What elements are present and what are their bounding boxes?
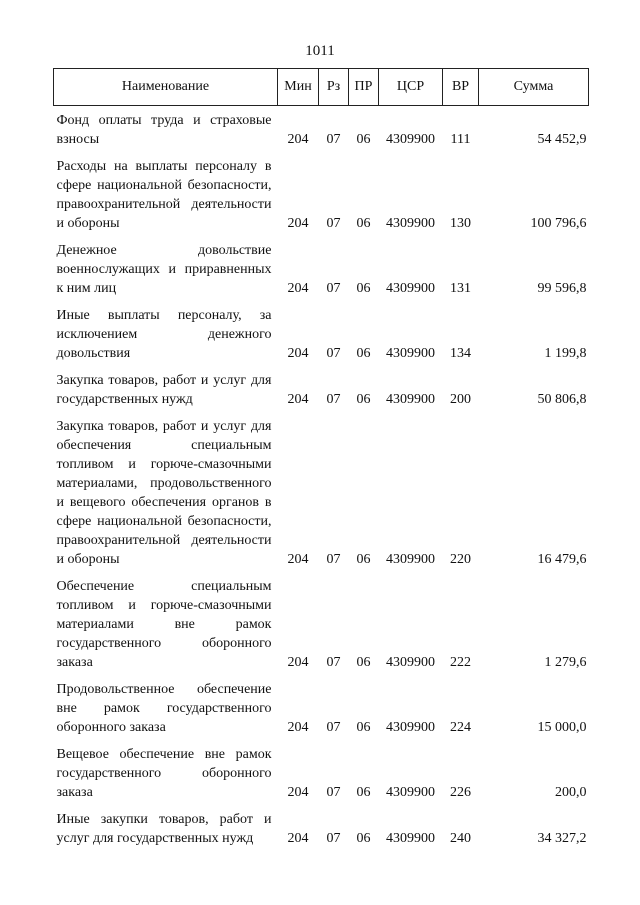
row-name: Расходы на выплаты персоналу в сфере национальной безопасности, правоохранительной деятельности и обороны <box>56 159 272 231</box>
row-vr: 240 <box>450 831 471 846</box>
row-min: 204 <box>287 216 309 231</box>
row-sum: 54 452,9 <box>537 132 587 147</box>
table-row <box>54 106 589 153</box>
row-min: 204 <box>287 392 309 407</box>
table-row <box>54 236 589 301</box>
row-rz: 07 <box>326 392 341 407</box>
header-vr: ВР <box>443 69 479 106</box>
row-min: 204 <box>287 346 309 361</box>
budget-table <box>53 68 589 851</box>
row-name: Иные закупки товаров, работ и услуг для государственных нужд <box>56 812 272 846</box>
row-sum: 34 327,2 <box>537 831 587 846</box>
row-sum: 99 596,8 <box>537 281 587 296</box>
row-pr: 06 <box>356 831 371 846</box>
row-min: 204 <box>287 552 309 567</box>
table-row <box>54 366 589 412</box>
row-name: Иные выплаты персоналу, за исключением денежного довольствия <box>56 308 272 361</box>
row-rz: 07 <box>326 720 341 735</box>
row-rz: 07 <box>326 216 341 231</box>
row-csr: 4309900 <box>386 655 435 670</box>
header-rz: Рз <box>319 69 349 106</box>
row-rz: 07 <box>326 132 341 147</box>
row-name: Денежное довольствие военнослужащих и приравненных к ним лиц <box>56 243 272 296</box>
row-sum: 1 279,6 <box>544 655 587 670</box>
row-csr: 4309900 <box>386 132 435 147</box>
row-pr: 06 <box>356 216 371 231</box>
table-row <box>54 740 589 805</box>
row-pr: 06 <box>356 346 371 361</box>
row-csr: 4309900 <box>386 281 435 296</box>
row-rz: 07 <box>326 281 341 296</box>
row-sum: 16 479,6 <box>537 552 587 567</box>
table-row <box>54 572 589 675</box>
header-csr: ЦСР <box>379 69 443 106</box>
row-sum: 100 796,6 <box>530 216 587 231</box>
row-csr: 4309900 <box>386 216 435 231</box>
row-vr: 131 <box>450 281 471 296</box>
row-vr: 200 <box>450 392 471 407</box>
row-name: Вещевое обеспечение вне рамок государственного оборонного заказа <box>56 747 272 800</box>
row-vr: 134 <box>450 346 471 361</box>
header-pr: ПР <box>349 69 379 106</box>
row-rz: 07 <box>326 831 341 846</box>
row-sum: 50 806,8 <box>537 392 587 407</box>
row-sum: 1 199,8 <box>544 346 587 361</box>
row-pr: 06 <box>356 655 371 670</box>
row-rz: 07 <box>326 655 341 670</box>
row-vr: 224 <box>450 720 471 735</box>
row-pr: 06 <box>356 132 371 147</box>
row-min: 204 <box>287 132 309 147</box>
row-min: 204 <box>287 281 309 296</box>
row-vr: 130 <box>450 216 471 231</box>
row-min: 204 <box>287 720 309 735</box>
row-pr: 06 <box>356 720 371 735</box>
header-name: Наименование <box>54 69 278 106</box>
row-csr: 4309900 <box>386 831 435 846</box>
page-number: 1011 <box>305 43 335 59</box>
row-min: 204 <box>287 785 309 800</box>
row-csr: 4309900 <box>386 552 435 567</box>
table-row <box>54 301 589 366</box>
row-pr: 06 <box>356 392 371 407</box>
row-rz: 07 <box>326 552 341 567</box>
table-row <box>54 412 589 572</box>
header-min: Мин <box>278 69 319 106</box>
row-csr: 4309900 <box>386 720 435 735</box>
row-csr: 4309900 <box>386 392 435 407</box>
row-csr: 4309900 <box>386 346 435 361</box>
row-vr: 226 <box>450 785 471 800</box>
table-header-row <box>54 69 589 106</box>
row-pr: 06 <box>356 785 371 800</box>
row-name: Продовольственное обеспечение вне рамок государственного оборонного заказа <box>56 682 272 735</box>
row-vr: 111 <box>450 132 471 147</box>
row-csr: 4309900 <box>386 785 435 800</box>
row-pr: 06 <box>356 552 371 567</box>
row-vr: 222 <box>450 655 471 670</box>
row-vr: 220 <box>450 552 471 567</box>
row-sum: 15 000,0 <box>537 720 587 735</box>
row-rz: 07 <box>326 346 341 361</box>
row-pr: 06 <box>356 281 371 296</box>
row-sum: 200,0 <box>555 785 587 800</box>
table-row <box>54 152 589 236</box>
header-sum: Сумма <box>479 69 589 106</box>
row-name: Фонд оплаты труда и страховые взносы <box>56 113 272 147</box>
table-row <box>54 805 589 851</box>
row-name: Обеспечение специальным топливом и горюче-смазочными материалами вне рамок государственного оборонного заказа <box>56 579 272 670</box>
row-min: 204 <box>287 831 309 846</box>
row-name: Закупка товаров, работ и услуг для государственных нужд <box>56 373 272 407</box>
row-name: Закупка товаров, работ и услуг для обеспечения специальным топливом и горюче-смазочными материалами, продовольственного и вещевого обеспечения органов в сфере национальной безопасности, правоохранительной деятельности и обороны <box>56 419 272 567</box>
table-row <box>54 675 589 740</box>
row-min: 204 <box>287 655 309 670</box>
row-rz: 07 <box>326 785 341 800</box>
